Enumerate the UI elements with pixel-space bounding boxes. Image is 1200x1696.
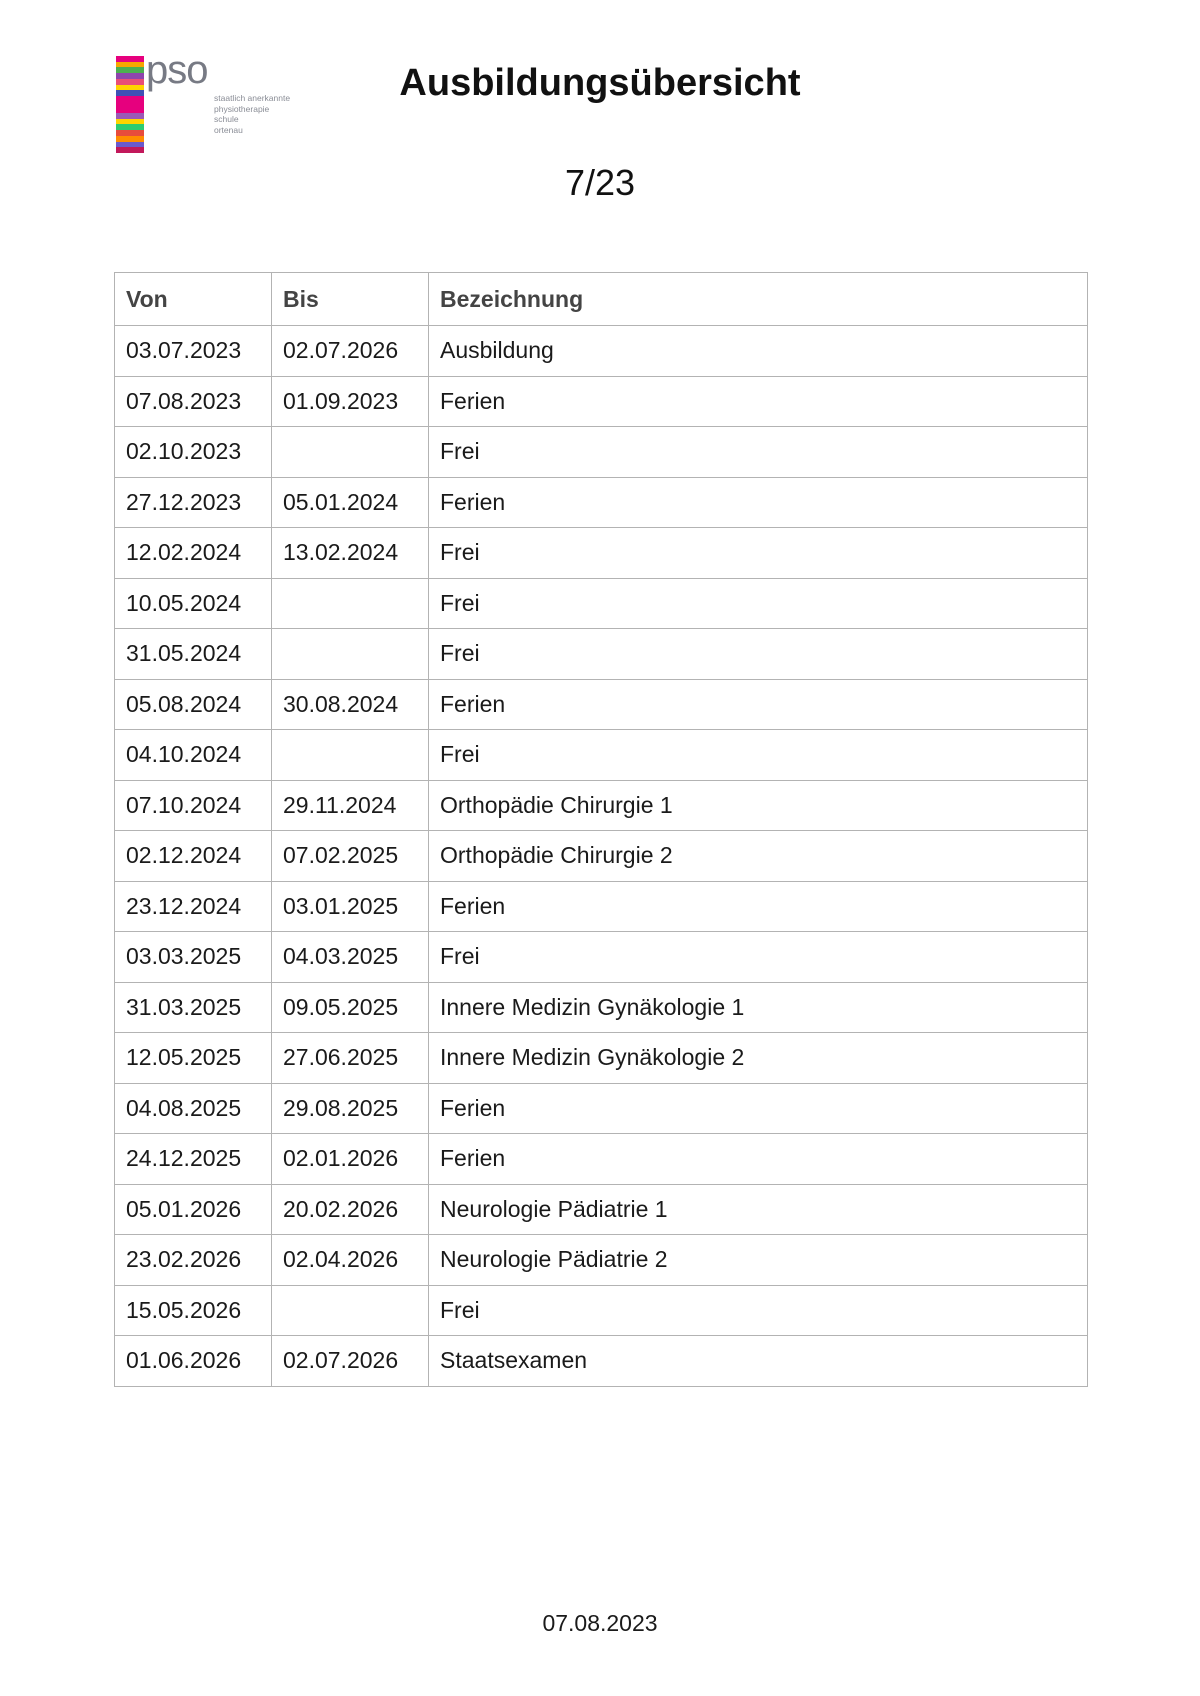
table-row bbox=[115, 932, 1088, 983]
cell-von: 04.10.2024 bbox=[115, 730, 272, 781]
cell-bis: 01.09.2023 bbox=[272, 376, 429, 427]
column-header-von: Von bbox=[115, 273, 272, 326]
cell-von: 15.05.2026 bbox=[115, 1285, 272, 1336]
cell-bezeichnung: Frei bbox=[429, 1285, 1088, 1336]
school-logo bbox=[116, 48, 306, 156]
cell-bis: 04.03.2025 bbox=[272, 932, 429, 983]
cell-von: 05.01.2026 bbox=[115, 1184, 272, 1235]
cell-bis bbox=[272, 427, 429, 478]
cell-von: 02.12.2024 bbox=[115, 831, 272, 882]
logo-subtitle-line: ortenau bbox=[214, 124, 243, 135]
cell-bezeichnung: Staatsexamen bbox=[429, 1336, 1088, 1387]
table-row bbox=[115, 629, 1088, 680]
cell-von: 27.12.2023 bbox=[115, 477, 272, 528]
table-row bbox=[115, 1134, 1088, 1185]
cell-bezeichnung: Ferien bbox=[429, 376, 1088, 427]
cell-von: 01.06.2026 bbox=[115, 1336, 272, 1387]
footer-date: 07.08.2023 bbox=[542, 1610, 658, 1636]
table-row bbox=[115, 881, 1088, 932]
table-row bbox=[115, 326, 1088, 377]
cell-bezeichnung: Frei bbox=[429, 578, 1088, 629]
cell-bezeichnung: Frei bbox=[429, 932, 1088, 983]
cell-bezeichnung: Ferien bbox=[429, 477, 1088, 528]
cell-bis bbox=[272, 730, 429, 781]
column-header-bezeichnung: Bezeichnung bbox=[429, 273, 1088, 326]
cell-von: 23.02.2026 bbox=[115, 1235, 272, 1286]
cell-bis: 02.07.2026 bbox=[272, 1336, 429, 1387]
cell-von: 12.02.2024 bbox=[115, 528, 272, 579]
table-row bbox=[115, 780, 1088, 831]
cell-bezeichnung: Neurologie Pädiatrie 2 bbox=[429, 1235, 1088, 1286]
cell-bis bbox=[272, 1285, 429, 1336]
table-row bbox=[115, 1033, 1088, 1084]
logo-wordmark: pso bbox=[146, 48, 208, 92]
cell-bezeichnung: Frei bbox=[429, 427, 1088, 478]
cell-bis: 13.02.2024 bbox=[272, 528, 429, 579]
cell-von: 24.12.2025 bbox=[115, 1134, 272, 1185]
table-row bbox=[115, 528, 1088, 579]
cell-bezeichnung: Frei bbox=[429, 528, 1088, 579]
cell-von: 07.10.2024 bbox=[115, 780, 272, 831]
page-title: Ausbildungsübersicht bbox=[399, 62, 801, 104]
cell-bis: 29.08.2025 bbox=[272, 1083, 429, 1134]
schedule-table-body bbox=[115, 326, 1088, 1387]
table-row bbox=[115, 982, 1088, 1033]
cell-bis: 27.06.2025 bbox=[272, 1033, 429, 1084]
logo-subtitle-line: physiotherapie bbox=[214, 103, 270, 114]
table-row bbox=[115, 1083, 1088, 1134]
cell-bezeichnung: Orthopädie Chirurgie 1 bbox=[429, 780, 1088, 831]
column-header-bis: Bis bbox=[272, 273, 429, 326]
table-row bbox=[115, 1235, 1088, 1286]
cell-bezeichnung: Frei bbox=[429, 730, 1088, 781]
cell-bezeichnung: Orthopädie Chirurgie 2 bbox=[429, 831, 1088, 882]
cell-bis: 07.02.2025 bbox=[272, 831, 429, 882]
cell-bis bbox=[272, 578, 429, 629]
cell-von: 04.08.2025 bbox=[115, 1083, 272, 1134]
cell-von: 05.08.2024 bbox=[115, 679, 272, 730]
cell-von: 31.05.2024 bbox=[115, 629, 272, 680]
cell-von: 10.05.2024 bbox=[115, 578, 272, 629]
cell-bis: 05.01.2024 bbox=[272, 477, 429, 528]
table-row bbox=[115, 376, 1088, 427]
cell-bis: 30.08.2024 bbox=[272, 679, 429, 730]
cell-von: 02.10.2023 bbox=[115, 427, 272, 478]
logo-subtitle-line: staatlich anerkannte bbox=[214, 93, 291, 103]
table-header-row bbox=[115, 273, 1088, 326]
table-row bbox=[115, 679, 1088, 730]
cell-bis bbox=[272, 629, 429, 680]
cell-bezeichnung: Frei bbox=[429, 629, 1088, 680]
cell-von: 23.12.2024 bbox=[115, 881, 272, 932]
table-row bbox=[115, 1336, 1088, 1387]
class-label: 7/23 bbox=[564, 162, 636, 203]
cell-bis: 20.02.2026 bbox=[272, 1184, 429, 1235]
table-row bbox=[115, 1184, 1088, 1235]
table-row bbox=[115, 427, 1088, 478]
cell-bis: 29.11.2024 bbox=[272, 780, 429, 831]
table-row bbox=[115, 831, 1088, 882]
table-row bbox=[115, 578, 1088, 629]
cell-bezeichnung: Ferien bbox=[429, 881, 1088, 932]
cell-bis: 02.04.2026 bbox=[272, 1235, 429, 1286]
cell-bis: 03.01.2025 bbox=[272, 881, 429, 932]
cell-bezeichnung: Ausbildung bbox=[429, 326, 1088, 377]
cell-bezeichnung: Ferien bbox=[429, 1083, 1088, 1134]
cell-bezeichnung: Neurologie Pädiatrie 1 bbox=[429, 1184, 1088, 1235]
cell-bezeichnung: Innere Medizin Gynäkologie 1 bbox=[429, 982, 1088, 1033]
table-row bbox=[115, 477, 1088, 528]
logo-stripe bbox=[116, 147, 144, 153]
logo-color-stripes bbox=[116, 56, 144, 153]
cell-bezeichnung: Ferien bbox=[429, 1134, 1088, 1185]
cell-bezeichnung: Ferien bbox=[429, 679, 1088, 730]
cell-bezeichnung: Innere Medizin Gynäkologie 2 bbox=[429, 1033, 1088, 1084]
logo-subtitle-line: schule bbox=[214, 114, 239, 124]
cell-von: 03.07.2023 bbox=[115, 326, 272, 377]
cell-von: 03.03.2025 bbox=[115, 932, 272, 983]
logo-subtitle bbox=[214, 93, 290, 135]
cell-von: 12.05.2025 bbox=[115, 1033, 272, 1084]
schedule-table bbox=[114, 272, 1088, 1387]
table-row bbox=[115, 1285, 1088, 1336]
table-row bbox=[115, 730, 1088, 781]
cell-bis: 09.05.2025 bbox=[272, 982, 429, 1033]
cell-von: 31.03.2025 bbox=[115, 982, 272, 1033]
cell-bis: 02.07.2026 bbox=[272, 326, 429, 377]
cell-von: 07.08.2023 bbox=[115, 376, 272, 427]
cell-bis: 02.01.2026 bbox=[272, 1134, 429, 1185]
